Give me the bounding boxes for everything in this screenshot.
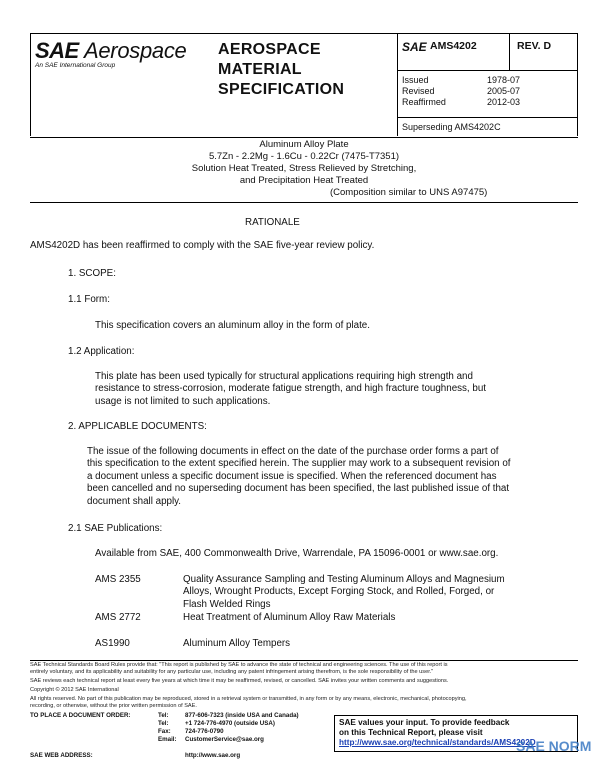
rationale-heading: RATIONALE [245, 217, 300, 228]
date-label-reaffirmed: Reaffirmed [402, 97, 446, 107]
contact-key: Fax: [158, 728, 171, 735]
date-value-reaffirmed: 2012-03 [487, 97, 521, 107]
date-value-revised: 2005-07 [487, 86, 521, 96]
section-heading: 1.2 Application: [68, 346, 135, 357]
spec-row-divider [397, 70, 578, 71]
contact-value: 877-606-7323 (inside USA and Canada) [185, 712, 299, 719]
web-address[interactable]: http://www.sae.org [185, 752, 241, 759]
footer-divider [30, 660, 578, 661]
feedback-link[interactable]: http://www.sae.org/technical/standards/AMS4202D [339, 738, 536, 747]
title-line: SPECIFICATION [218, 81, 345, 98]
copyright: Copyright © 2012 SAE International [30, 687, 119, 693]
treatment-line: and Precipitation Heat Treated [239, 175, 369, 186]
footer-note: entirely voluntary, and its applicability and suitability for any particular use, including any patent infringement arising therefrom, is the sole responsibility of the user." [30, 669, 434, 675]
date-label-issued: Issued [402, 75, 429, 85]
contact-key: Tel: [158, 720, 169, 727]
header-border-left [30, 33, 31, 136]
footer-note: SAE reviews each technical report at least every five years at which time it may be reaffirmed, revised, or cancelled. SAE invites your written comments and suggestions. [30, 678, 449, 684]
document-type-title [218, 40, 344, 100]
watermark-logo: SAE NORM [516, 738, 592, 754]
contact-value: 724-776-0790 [185, 728, 224, 735]
reference-code: AMS 2772 [95, 612, 141, 623]
logo-subtitle: An SAE International Group [35, 62, 116, 69]
title-line: AEROSPACE [218, 41, 321, 58]
paragraph-line: document shall apply. [87, 495, 182, 507]
header-border-right [577, 33, 578, 136]
contact-value: CustomerService@sae.org [185, 736, 264, 743]
revision-label: REV. D [517, 40, 552, 52]
footer-note: SAE Technical Standards Board Rules provide that: "This report is published by SAE to advance the state of technical and engineering sciences. The use of this report is [30, 662, 448, 668]
reference-line: Quality Assurance Sampling and Testing Aluminum Alloys and Magnesium [183, 574, 505, 585]
reference-code: AMS 2355 [95, 574, 141, 585]
footer-note: All rights reserved. No part of this publication may be reproduced, stored in a retrieval system or transmitted, in any form or by any means, electronic, mechanical, photocopying, [30, 696, 467, 702]
paragraph-line: a document unless a specific document issue is specified. When the referenced document has [87, 470, 497, 482]
section-heading: 2.1 SAE Publications: [68, 523, 163, 534]
aerospace-logo: Aerospace [84, 38, 187, 63]
feedback-line: on this Technical Report, please visit [339, 728, 483, 737]
paragraph: Available from SAE, 400 Commonwealth Drive, Warrendale, PA 15096-0001 or www.sae.org. [95, 548, 499, 559]
uns-note: (Composition similar to UNS A97475) [330, 187, 488, 198]
footer-note: recording, or otherwise, without the prior written permission of SAE. [30, 703, 197, 709]
treatment-line: Solution Heat Treated, Stress Relieved by Stretching, [191, 163, 417, 174]
section-heading: 1.1 Form: [68, 294, 110, 305]
date-label-revised: Revised [402, 86, 435, 96]
dates-divider [397, 117, 578, 118]
date-value-issued: 1978-07 [487, 75, 521, 85]
reference-description: Heat Treatment of Aluminum Alloy Raw Materials [183, 612, 396, 623]
header-divider [397, 33, 398, 136]
order-label: TO PLACE A DOCUMENT ORDER: [30, 712, 131, 719]
paragraph-line: The issue of the following documents in effect on the date of the purchase order forms a part of [87, 446, 499, 457]
paragraph-line: resistance to stress-corrosion, moderate fatigue strength, and high fracture toughness, but [95, 383, 487, 395]
rationale-text: AMS4202D has been reaffirmed to comply with the SAE five-year review policy. [30, 240, 375, 251]
contact-key: Email: [158, 736, 177, 743]
spec-sae-logo: SAE [402, 40, 427, 54]
paragraph-line: been cancelled and no superseding document has been specified, the last published issue of that [87, 483, 510, 495]
paragraph-line: usage is not limited to such applications. [95, 395, 271, 407]
reference-line: Alloys, Wrought Products, Except Forging Stock, and Rolled, Forged, or [183, 586, 495, 598]
paragraph-line: This plate has been used typically for structural applications requiring high strength and [95, 371, 473, 382]
material-title: Aluminum Alloy Plate [259, 139, 349, 150]
sae-logo: SAE [35, 38, 79, 63]
contact-value: +1 724-776-4970 (outside USA) [185, 720, 275, 727]
reference-code: AS1990 [95, 638, 130, 649]
composition-line: 5.7Zn - 2.2Mg - 1.6Cu - 0.22Cr (7475-T7351) [208, 151, 400, 162]
web-label: SAE WEB ADDRESS: [30, 752, 93, 759]
reference-description: Aluminum Alloy Tempers [183, 638, 291, 649]
paragraph: This specification covers an aluminum alloy in the form of plate. [95, 320, 370, 331]
paragraph [95, 371, 486, 408]
spec-number: AMS4202 [430, 40, 477, 52]
section-heading: 1. SCOPE: [68, 268, 116, 279]
reference-line: Flash Welded Rings [183, 598, 271, 610]
rev-divider [509, 33, 510, 70]
feedback-line: SAE values your input. To provide feedback [339, 718, 510, 727]
paragraph [87, 446, 511, 508]
title-line: MATERIAL [218, 61, 302, 78]
section-heading: 2. APPLICABLE DOCUMENTS: [68, 421, 207, 432]
paragraph-line: this specification to the extent specified herein. The supplier may work to a subsequent revision of [87, 458, 511, 470]
contact-key: Tel: [158, 712, 169, 719]
reference-description [183, 574, 505, 611]
superseding-note: Superseding AMS4202C [402, 122, 501, 132]
